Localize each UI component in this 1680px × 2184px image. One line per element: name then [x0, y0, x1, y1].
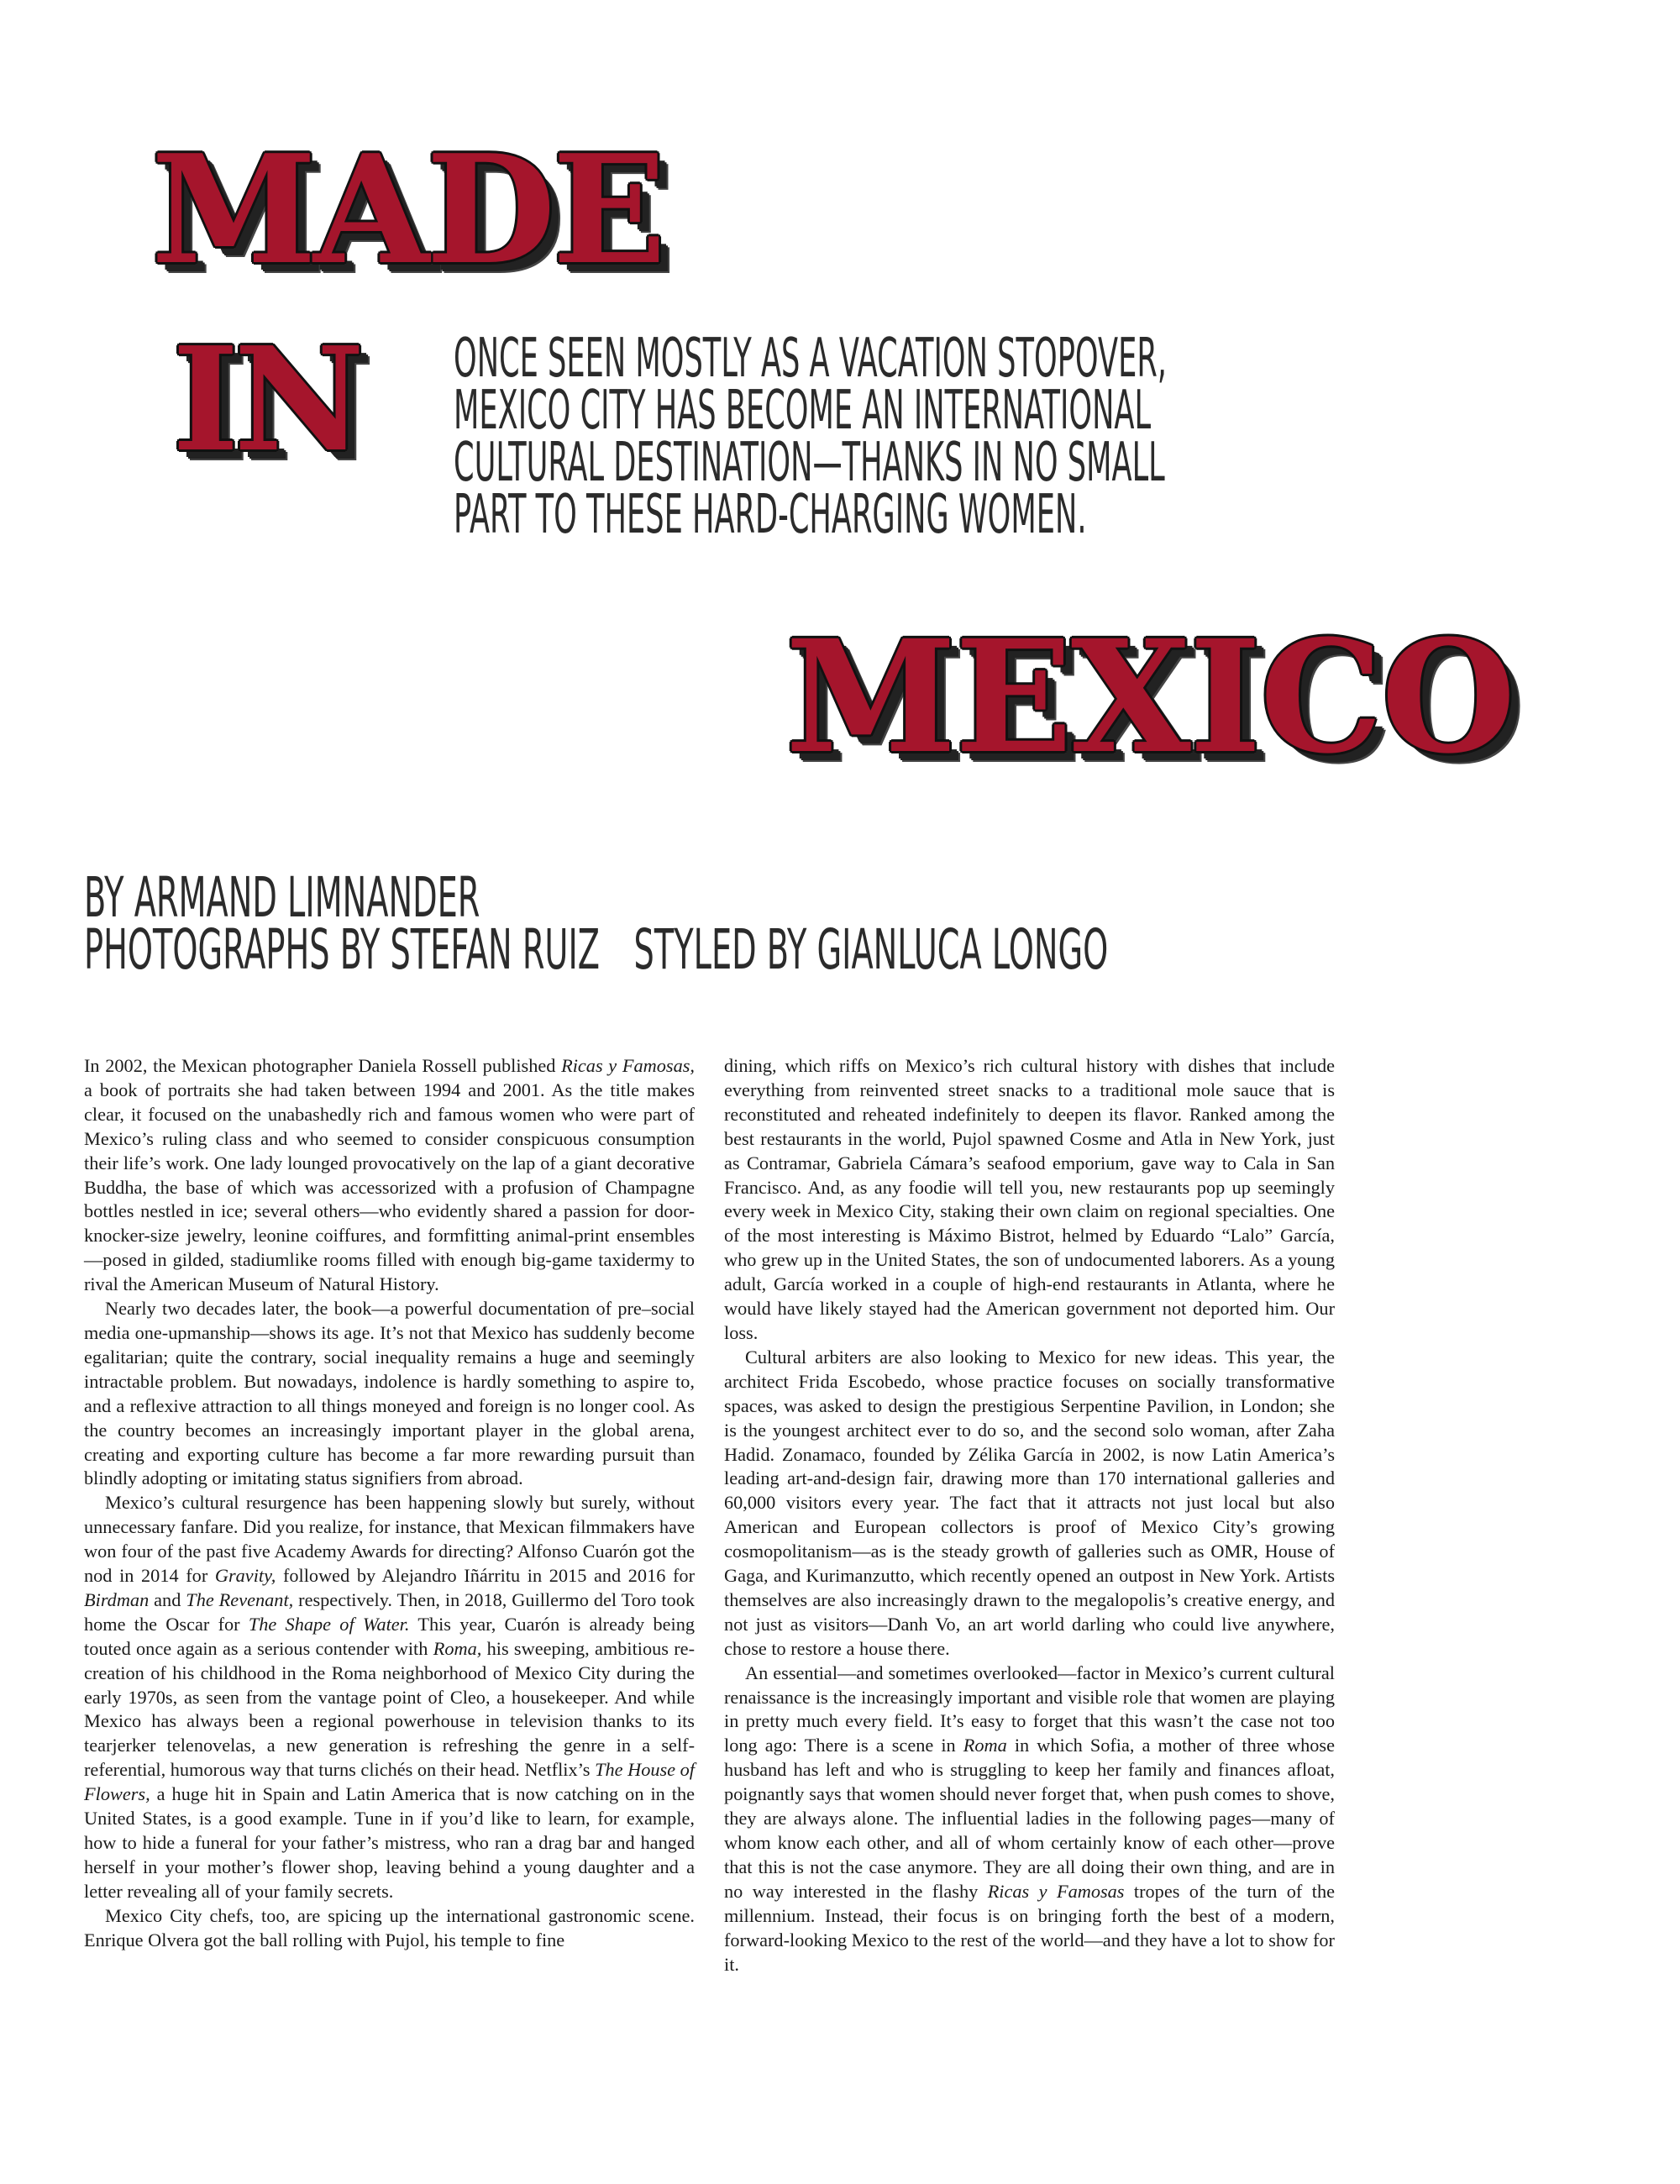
p3-text-a: Mexico’s cultural resurgence has been happening slowly but surely, without unnecessary fanfare. Did you realize, for instance, that Mexican filmmakers have won four of the past five Academy Awards for directing? Alfonso Cuarón got the nod in 2014 for [84, 1492, 695, 1587]
paragraph-6 [724, 1662, 1335, 1977]
p3-title-revenant: The Revenant, [186, 1588, 294, 1610]
credits [84, 865, 1109, 982]
p6-title-ricas: Ricas y Famosas [987, 1880, 1125, 1902]
photographs-credit: PHOTOGRAPHS BY STEFAN RUIZ [84, 917, 600, 982]
p3-text-e: This year, Cuarón is already being touted once again as a serious contender with [84, 1613, 695, 1659]
p3-text-d: respectively. Then, in 2018, Guillermo del Toro took home the Oscar for [84, 1588, 696, 1635]
title-word-made [151, 122, 664, 297]
title-in-text: IN [172, 316, 360, 484]
deck-line-3: CULTURAL DESTINATION—THANKS IN NO SMALL [454, 432, 1165, 494]
p3-text-g: a huge hit in Spain and Latin America that is now catching on in the United States, is a good example. Tune in if you’d like to learn, for example, how to hide a funeral for your father’s mistress, who ran a drag bar and hanged herself in your mother’s flower shop, leaving behind a young daughter and a letter revealing all of your family secrets. [84, 1783, 695, 1902]
title-word-in [172, 316, 360, 484]
title-word-mexico [785, 606, 1515, 788]
deck-line-4: PART TO THESE HARD-CHARGING WOMEN. [454, 484, 1087, 546]
p1-title-ricas: Ricas y Famosas, [561, 1055, 695, 1076]
body-column-left [84, 1054, 695, 1953]
deck-line-2: MEXICO CITY HAS BECOME AN INTERNATIONAL [454, 380, 1152, 442]
photo-style-credits [84, 917, 1109, 982]
p3-title-birdman: Birdman [84, 1588, 150, 1610]
paragraph-4 [84, 1904, 695, 1953]
p3-title-house-of-flowers: The House of Flowers, [84, 1759, 695, 1805]
title-mexico-text: MEXICO [785, 606, 1515, 788]
p4-text-right: dining, which riffs on Mexico’s rich cultural history with dishes that include everything from reinvented street snacks to a traditional mole sauce that is reconstituted and reheated indefinitely to deepen its flavor. Ranked among the best restaurants in the world, Pujol spawned Cosme and Atla in New York, just as Contramar, Gabriela Cámara’s seafood emporium, gave way to Cala in San Francisco. And, as any foodie will tell you, new restaurants pop up seemingly every week in Mexico City, staking their own claim on regional specialties. One of the most interesting is Máximo Bistrot, helmed by Eduardo “Lalo” García, who grew up in the United States, the son of undocumented laborers. As a young adult, García worked in a couple of high-end restaurants in Atlanta, where he would have likely stayed had the American government not deported him. Our loss. [724, 1055, 1335, 1343]
title-made-text: MADE [151, 122, 664, 297]
p3-text-b: followed by Alejandro Iñárritu in 2015 and 2016 for [276, 1565, 695, 1587]
p6-text-a: An essential—and sometimes overlooked—factor in Mexico’s current cultural renaissance is the increasingly important and visible role that women are playing in pretty much every field. It’s easy to forget that this wasn’t the case not too long ago: There is a scene in [724, 1662, 1335, 1756]
body-column-right [724, 1054, 1335, 1977]
p1-text-a: In 2002, the Mexican photographer Daniela Rossell published [84, 1055, 562, 1076]
p3-title-gravity: Gravity, [214, 1565, 276, 1587]
paragraph-5: Cultural arbiters are also looking to Mexico for new ideas. This year, the architect Frida Escobedo, whose practice focuses on socially transformative spaces, was asked to design the prestigious Serpentine Pavilion, in London; she is the youngest architect ever to do so, and the second solo woman, after Zaha Hadid. Zonamaco, founded by Zélika García in 2002, is now Latin America’s leading art-and-design fair, drawing more than 170 international galleries and 60,000 visitors every year. The fact that it attracts not just local but also American and European collectors is proof of Mexico City’s growing cosmopolitanism—as is the steady growth of galleries such as OMR, House of Gaga, and Kurimanzutto, which recently opened an outpost in New York. Artists themselves are also increasingly drawn to the megalopolis’s creative energy, and not just as visitors—Danh Vo, an art world darling who could live anywhere, chose to restore a house there. [724, 1346, 1335, 1659]
p1-text-b: a book of portraits she had taken between 1994 and 2001. As the title makes clear, it focused on the unabashedly rich and famous women who were part of Mexico’s ruling class and who seemed to consider conspicuous consumption their life’s work. One lady lounged provocatively on the lap of a giant decorative Buddha, the base of which was accessorized with a profusion of Champagne bottles nestled in ice; several others—who evidently shared a passion for door-knocker-size jewelry, leonine coiffures, and formfitting animal-print ensembles—posed in gilded, stadiumlike rooms filled with enough big-game taxidermy to rival the American Museum of Natural History. [84, 1079, 695, 1295]
p6-title-roma: Roma [963, 1735, 1007, 1756]
p3-text-f: his sweeping, ambitious re-creation of his childhood in the Roma neighborhood of Mexico City during the early 1970s, as seen from the vantage point of Cleo, a housekeeper. And while Mexico has always been a regional powerhouse in television thanks to its tearjerker telenovelas, a new generation is refreshing the genre in a self-referential, humorous way that turns clichés on their head. Netflix’s [84, 1637, 695, 1781]
p4-text-left: Mexico City chefs, too, are spicing up the international gastronomic scene. Enrique Olvera got the ball rolling with Pujol, his temple to fine [84, 1904, 695, 1950]
byline: BY ARMAND LIMNANDER [84, 865, 480, 930]
p6-text-c: tropes of the turn of the millennium. Instead, their focus is on bringing forth the best of a modern, forward-looking Mexico to the rest of the world—and they have a lot to show for it. [724, 1880, 1336, 1975]
p6-text-b: in which Sofia, a mother of three whose husband has left and who is struggling to keep her family and finances afloat, poignantly says that women should never forget that, when push comes to shove, they are always alone. The influential ladies in the following pages—many of whom know each other, and all of whom certainly know of each other—prove that this is not the case anymore. They are all doing their own thing, and are in no way interested in the flashy [724, 1735, 1335, 1902]
p3-title-shape-of-water: The Shape of Water. [248, 1613, 410, 1635]
p3-title-roma: Roma, [433, 1637, 482, 1659]
paragraph-4-continued [724, 1054, 1335, 1346]
paragraph-2: Nearly two decades later, the book—a powerful documentation of pre–social media one-upmanship—shows its age. It’s not that Mexico has suddenly become egalitarian; quite the contrary, social inequality remains a huge and seemingly intractable problem. But nowadays, indolence is hardly something to aspire to, and a reflexive attraction to all things moneyed and foreign is no longer cool. As the country becomes an increasingly important player in the global arena, creating and exporting culture has become a far more rewarding pursuit than blindly adopting or imitating status signifiers from abroad. [84, 1298, 695, 1489]
styled-credit: STYLED BY GIANLUCA LONGO [633, 917, 1109, 982]
paragraph-3 [84, 1491, 695, 1903]
paragraph-1 [84, 1054, 695, 1297]
p3-text-c: and [149, 1588, 186, 1610]
deck [454, 328, 1167, 546]
deck-line-1: ONCE SEEN MOSTLY AS A VACATION STOPOVER, [454, 328, 1167, 390]
